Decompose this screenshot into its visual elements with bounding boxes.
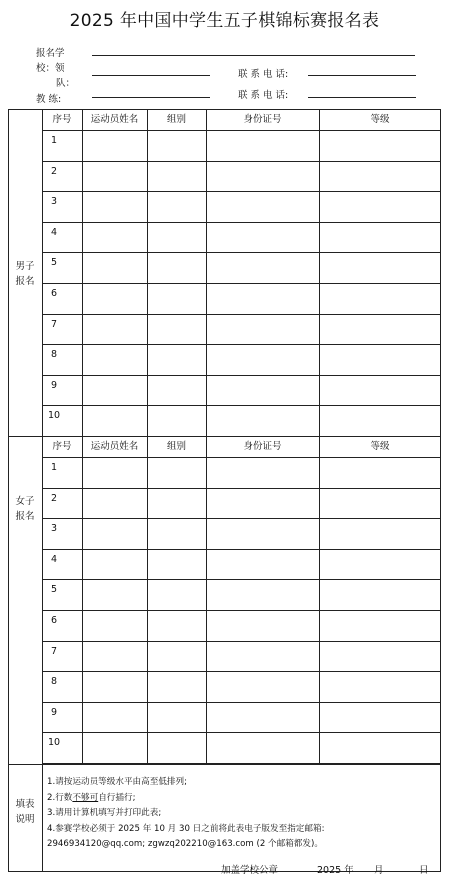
instruction-3: 3.请用计算机填写并打印此表; (47, 808, 162, 818)
female-col-id-input[interactable] (207, 672, 318, 701)
female-col-level-input[interactable] (320, 642, 440, 671)
notes-label-line1: 填表 (15, 799, 35, 810)
male-row-number: 5 (50, 257, 58, 269)
female-col-id-input[interactable] (207, 703, 318, 732)
leader-label-tail: 队： (56, 78, 76, 89)
coach-label: 教 练: (36, 94, 62, 105)
male-col-group-input[interactable] (148, 131, 205, 160)
male-col-level-input[interactable] (320, 223, 440, 252)
footer-day: 日 (419, 865, 429, 876)
instruction-2-pre: 2.行数 (47, 792, 73, 803)
coach-phone-field[interactable] (308, 97, 416, 98)
school-stamp-label: 加盖学校公章 (221, 865, 279, 876)
column-header-name: 运动员姓名 (90, 114, 139, 125)
phone-label-1: 联 系 电 话: (238, 69, 289, 80)
female-col-name-input[interactable] (83, 733, 146, 762)
female-col-group-input[interactable] (148, 733, 205, 762)
female-col-level-input[interactable] (320, 672, 440, 701)
column-header-level: 等级 (370, 441, 390, 452)
male-col-level-input[interactable] (320, 192, 440, 221)
male-row-number: 8 (50, 349, 58, 361)
male-col-name-input[interactable] (83, 284, 146, 313)
school-label: 报名学 (36, 48, 65, 59)
male-col-group-input[interactable] (148, 192, 205, 221)
male-section-label (9, 259, 41, 289)
male-row-number: 4 (50, 226, 58, 238)
female-col-name-input[interactable] (83, 642, 146, 671)
female-col-name-input[interactable] (83, 458, 146, 487)
female-row-number: 2 (50, 492, 58, 504)
female-col-group-input[interactable] (148, 642, 205, 671)
female-col-name-input[interactable] (83, 703, 146, 732)
school-field[interactable] (92, 55, 415, 56)
instructions (47, 775, 437, 853)
male-col-name-input[interactable] (83, 406, 146, 435)
column-header-name: 运动员姓名 (90, 441, 139, 452)
male-col-name-input[interactable] (83, 253, 146, 282)
male-col-group-input[interactable] (148, 315, 205, 344)
male-col-level-input[interactable] (320, 162, 440, 191)
male-col-name-input[interactable] (83, 223, 146, 252)
female-col-group-input[interactable] (148, 550, 205, 579)
column-header-group: 组别 (166, 441, 186, 452)
male-row-number: 9 (50, 379, 58, 391)
column-header-group: 组别 (166, 114, 186, 125)
female-col-name-input[interactable] (83, 672, 146, 701)
female-col-id-input[interactable] (207, 611, 318, 640)
female-col-group-input[interactable] (148, 703, 205, 732)
male-col-name-input[interactable] (83, 192, 146, 221)
female-col-level-input[interactable] (320, 489, 440, 518)
female-label-line1: 女子 (15, 496, 35, 507)
male-col-level-input[interactable] (320, 284, 440, 313)
male-col-group-input[interactable] (148, 376, 205, 405)
female-col-group-input[interactable] (148, 672, 205, 701)
female-col-group-input[interactable] (148, 580, 205, 609)
male-col-id-input[interactable] (207, 162, 318, 191)
female-col-group-input[interactable] (148, 489, 205, 518)
female-col-id-input[interactable] (207, 458, 318, 487)
male-label-line2: 报名 (15, 276, 35, 287)
female-col-id-input[interactable] (207, 550, 318, 579)
male-col-group-input[interactable] (148, 345, 205, 374)
male-col-id-input[interactable] (207, 284, 318, 313)
male-col-level-input[interactable] (320, 315, 440, 344)
male-col-group-input[interactable] (148, 406, 205, 435)
male-row-number: 2 (50, 165, 58, 177)
female-col-level-input[interactable] (320, 733, 440, 762)
page-title: 2025 年中国中学生五子棋锦标赛报名表 (69, 11, 380, 31)
instruction-2-underlined: 不够可 (72, 792, 99, 803)
male-col-level-input[interactable] (320, 131, 440, 160)
male-row-number: 6 (50, 288, 58, 299)
female-section-label (9, 494, 41, 524)
female-col-id-input[interactable] (207, 580, 318, 609)
female-col-level-input[interactable] (320, 550, 440, 579)
male-col-id-input[interactable] (207, 376, 318, 405)
leader-field[interactable] (92, 75, 210, 76)
female-col-name-input[interactable] (83, 550, 146, 579)
male-col-level-input[interactable] (320, 406, 440, 435)
column-header-id: 身份证号 (243, 114, 282, 125)
male-col-name-input[interactable] (83, 315, 146, 344)
male-col-id-input[interactable] (207, 406, 318, 435)
female-col-group-input[interactable] (148, 611, 205, 640)
footer-year: 2025 年 (317, 865, 354, 876)
female-col-id-input[interactable] (207, 519, 318, 548)
instruction-5: 2946934120@qq.com; zgwzq202210@163.com (2 个邮箱都发)。 (47, 839, 323, 849)
male-col-id-input[interactable] (207, 192, 318, 221)
female-row-number: 6 (50, 615, 58, 626)
column-header-seq: 序号 (52, 441, 72, 452)
footer-month: 月 (374, 865, 384, 876)
female-row-number: 8 (50, 676, 58, 688)
male-col-id-input[interactable] (207, 131, 318, 160)
male-col-id-input[interactable] (207, 315, 318, 344)
male-col-group-input[interactable] (148, 284, 205, 313)
female-col-group-input[interactable] (148, 519, 205, 548)
instruction-4: 4.参赛学校必须于 2025 年 10 月 30 日之前将此表电子版发至指定邮箱: (47, 823, 325, 834)
female-row-number: 7 (50, 645, 58, 657)
leader-label: 校：领 (36, 63, 65, 74)
female-col-name-input[interactable] (83, 519, 146, 548)
female-col-level-input[interactable] (320, 611, 440, 640)
male-col-id-input[interactable] (207, 253, 318, 282)
female-col-name-input[interactable] (83, 489, 146, 518)
male-row-number: 3 (50, 196, 58, 208)
female-label-line2: 报名 (15, 511, 35, 522)
male-col-group-input[interactable] (148, 223, 205, 252)
male-col-name-input[interactable] (83, 376, 146, 405)
column-header-level: 等级 (370, 114, 390, 125)
female-col-name-input[interactable] (83, 611, 146, 640)
female-row-number: 3 (50, 523, 58, 535)
male-row-number: 7 (50, 318, 58, 330)
female-col-id-input[interactable] (207, 489, 318, 518)
phone-label-2: 联 系 电 话: (238, 90, 289, 101)
section-separator (8, 764, 441, 765)
female-row-number: 9 (50, 706, 58, 718)
male-row-number: 1 (50, 135, 58, 146)
female-row-number: 10 (47, 737, 61, 749)
male-col-level-input[interactable] (320, 345, 440, 374)
female-col-id-input[interactable] (207, 642, 318, 671)
female-col-group-input[interactable] (148, 458, 205, 487)
notes-section-label (9, 797, 41, 827)
female-col-level-input[interactable] (320, 580, 440, 609)
leader-phone-field[interactable] (308, 75, 416, 76)
male-label-line1: 男子 (15, 261, 35, 272)
male-col-id-input[interactable] (207, 345, 318, 374)
coach-field[interactable] (92, 97, 210, 98)
male-col-name-input[interactable] (83, 131, 146, 160)
male-col-group-input[interactable] (148, 253, 205, 282)
male-col-level-input[interactable] (320, 376, 440, 405)
notes-label-line2: 说明 (15, 814, 35, 825)
column-header-id: 身份证号 (243, 441, 282, 452)
female-col-level-input[interactable] (320, 519, 440, 548)
female-col-level-input[interactable] (320, 458, 440, 487)
female-row-number: 4 (50, 553, 58, 565)
column-header-seq: 序号 (52, 114, 72, 125)
instruction-2 (47, 791, 437, 807)
male-row-number: 10 (47, 410, 61, 422)
male-col-level-input[interactable] (320, 253, 440, 282)
female-col-id-input[interactable] (207, 733, 318, 762)
female-col-name-input[interactable] (83, 580, 146, 609)
female-col-level-input[interactable] (320, 703, 440, 732)
male-col-id-input[interactable] (207, 223, 318, 252)
instruction-2-post: 自行插行; (98, 792, 136, 803)
instruction-1: 1.请按运动员等级水平由高至低排列; (47, 777, 188, 787)
male-col-name-input[interactable] (83, 162, 146, 191)
male-col-name-input[interactable] (83, 345, 146, 374)
male-col-group-input[interactable] (148, 162, 205, 191)
female-row-number: 5 (50, 584, 58, 596)
section-divider (42, 109, 43, 871)
female-row-number: 1 (50, 462, 58, 473)
